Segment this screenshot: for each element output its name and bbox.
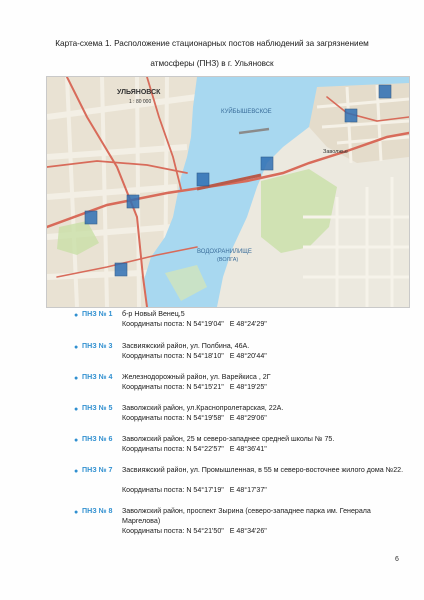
post-coords: Координаты поста: N 54°19'58" E 48°29'06" bbox=[122, 414, 267, 422]
post-marker-6 bbox=[379, 85, 391, 98]
post-address: Засвияжский район, ул. Полбина, 46А. bbox=[122, 342, 250, 350]
post-coords: Координаты поста: N 54°18'10" E 48°20'44" bbox=[122, 352, 267, 360]
title-line-2: атмосферы (ПНЗ) в г. Ульяновск bbox=[150, 59, 274, 68]
post-address: Железнодорожный район, ул. Варейкиса , 2Г bbox=[122, 373, 271, 381]
post-address: б-р Новый Венец,5 bbox=[122, 310, 185, 318]
bullet-icon: ● bbox=[74, 375, 79, 382]
post-label: ПНЗ № 1 bbox=[82, 310, 113, 318]
post-coords: Координаты поста: N 54°22'57" E 48°36'41" bbox=[122, 445, 267, 453]
map-city-label: УЛЬЯНОВСК bbox=[117, 89, 161, 96]
post-coords: Координаты поста: N 54°15'21" E 48°19'25" bbox=[122, 383, 267, 391]
post-marker-1 bbox=[197, 173, 209, 186]
page-title bbox=[0, 34, 424, 74]
post-marker-7 bbox=[85, 211, 97, 224]
map-river-label: (ВОЛГА) bbox=[217, 257, 239, 263]
post-label: ПНЗ № 7 bbox=[82, 466, 113, 474]
post-label: ПНЗ № 5 bbox=[82, 404, 113, 412]
map-district-label: Заволжье bbox=[323, 149, 348, 155]
city-map bbox=[46, 76, 410, 308]
bullet-icon: ● bbox=[74, 312, 79, 319]
map-scale-label: 1 : 80 000 bbox=[129, 99, 152, 105]
post-marker-4 bbox=[115, 263, 127, 276]
map-graphic bbox=[47, 77, 409, 307]
title-line-1: Карта-схема 1. Расположение стационарных постов наблюдений за загрязнением bbox=[55, 39, 369, 48]
bullet-icon: ● bbox=[74, 344, 79, 351]
bullet-icon: ● bbox=[74, 468, 79, 475]
post-label: ПНЗ № 8 bbox=[82, 507, 113, 515]
map-reservoir-label-2: ВОДОХРАНИЛИЩЕ bbox=[197, 249, 252, 255]
post-marker-3 bbox=[127, 195, 139, 208]
post-label: ПНЗ № 6 bbox=[82, 435, 113, 443]
post-marker-5 bbox=[261, 157, 273, 170]
post-address: Засвияжский район, ул. Промышленная, в 55 м северо-восточнее жилого дома №22. bbox=[122, 466, 404, 474]
page-number: 6 bbox=[395, 556, 399, 563]
post-marker-8 bbox=[345, 109, 357, 122]
post-coords: Координаты поста: N 54°17'19" E 48°17'37" bbox=[122, 486, 267, 494]
map-reservoir-label-1: КУЙБЫШЕВСКОЕ bbox=[221, 109, 272, 115]
post-address: Заволжский район, 25 м северо-западнее средней школы № 75. bbox=[122, 435, 335, 443]
post-address: Заволжский район, ул.Краснопролетарская, 22А. bbox=[122, 404, 284, 412]
post-address: Заволжский район, проспект Зырина (северо-западнее парка им. Генерала Маргелова) bbox=[122, 507, 371, 525]
bullet-icon: ● bbox=[74, 406, 79, 413]
bullet-icon: ● bbox=[74, 437, 79, 444]
post-label: ПНЗ № 4 bbox=[82, 373, 113, 381]
bullet-icon: ● bbox=[74, 509, 79, 516]
post-coords: Координаты поста: N 54°19'04" E 48°24'29" bbox=[122, 320, 267, 328]
post-label: ПНЗ № 3 bbox=[82, 342, 113, 350]
post-coords: Координаты поста: N 54°21'50" E 48°34'26" bbox=[122, 527, 267, 535]
